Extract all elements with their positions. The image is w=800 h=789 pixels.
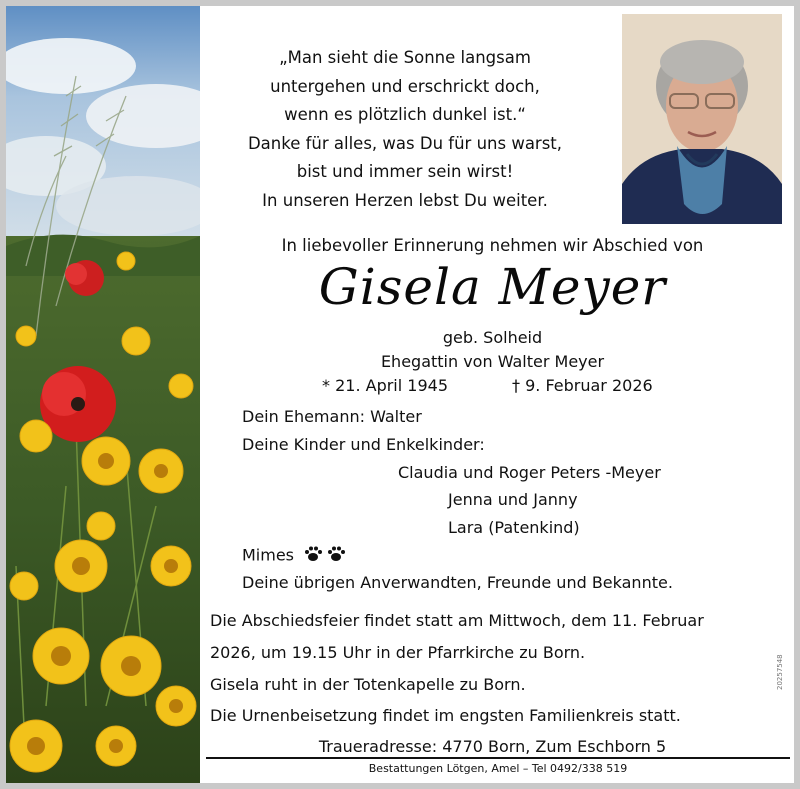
quote-line: „Man sieht die Sonne langsam (279, 48, 531, 67)
birth-date: * 21. April 1945 (322, 376, 448, 395)
intro-text: In liebevoller Erinnerung nehmen wir Abschied von (281, 236, 704, 255)
funeral-home-footer: Bestattungen Lötgen, Amel – Tel 0492/338 519 (368, 762, 628, 775)
memorial-quote (210, 44, 600, 215)
death-date: † 9. Februar 2026 (512, 376, 653, 395)
ceremony-line: 2026, um 19.15 Uhr in der Pfarrkirche zu Born. (210, 643, 586, 662)
mourning-address: Traueradresse: 4770 Born, Zum Eschborn 5 (318, 737, 667, 756)
spouse-line: Ehegattin von Walter Meyer (380, 352, 605, 371)
ceremony-line: Die Abschiedsfeier findet statt am Mittwoch, dem 11. Februar (210, 611, 704, 630)
ceremony-line: Die Urnenbeisetzung findet im engsten Familienkreis statt. (210, 706, 681, 725)
quote-line: bist und immer sein wirst! (296, 162, 514, 181)
children-label: Deine Kinder und Enkelkinder: (242, 435, 485, 454)
quote-line: Danke für alles, was Du für uns warst, (247, 133, 563, 153)
flower-meadow-image (6, 6, 200, 783)
pet-line (242, 545, 347, 567)
footer-divider (206, 757, 790, 759)
husband-line: Dein Ehemann: Walter (242, 407, 422, 426)
grandchild-line: Jenna und Janny (448, 490, 578, 509)
maiden-name: geb. Solheid (442, 328, 543, 347)
quote-line: In unseren Herzen lebst Du weiter. (262, 190, 548, 210)
pet-name: Mimes (242, 545, 295, 565)
portrait-photo (622, 14, 782, 224)
relatives-line: Deine übrigen Anverwandten, Freunde und Bekannte. (242, 573, 673, 592)
godchild-line: Lara (Patenkind) (448, 518, 580, 537)
ceremony-line: Gisela ruht in der Totenkapelle zu Born. (210, 675, 526, 694)
quote-line: wenn es plötzlich dunkel ist.“ (284, 105, 526, 124)
quote-line: untergehen und erschrickt doch, (270, 76, 540, 96)
paw-print-icon (303, 545, 347, 567)
deceased-name: Gisela Meyer (318, 258, 667, 316)
child-line: Claudia und Roger Peters -Meyer (398, 463, 661, 482)
ad-reference-code: 20257548 (776, 654, 784, 690)
